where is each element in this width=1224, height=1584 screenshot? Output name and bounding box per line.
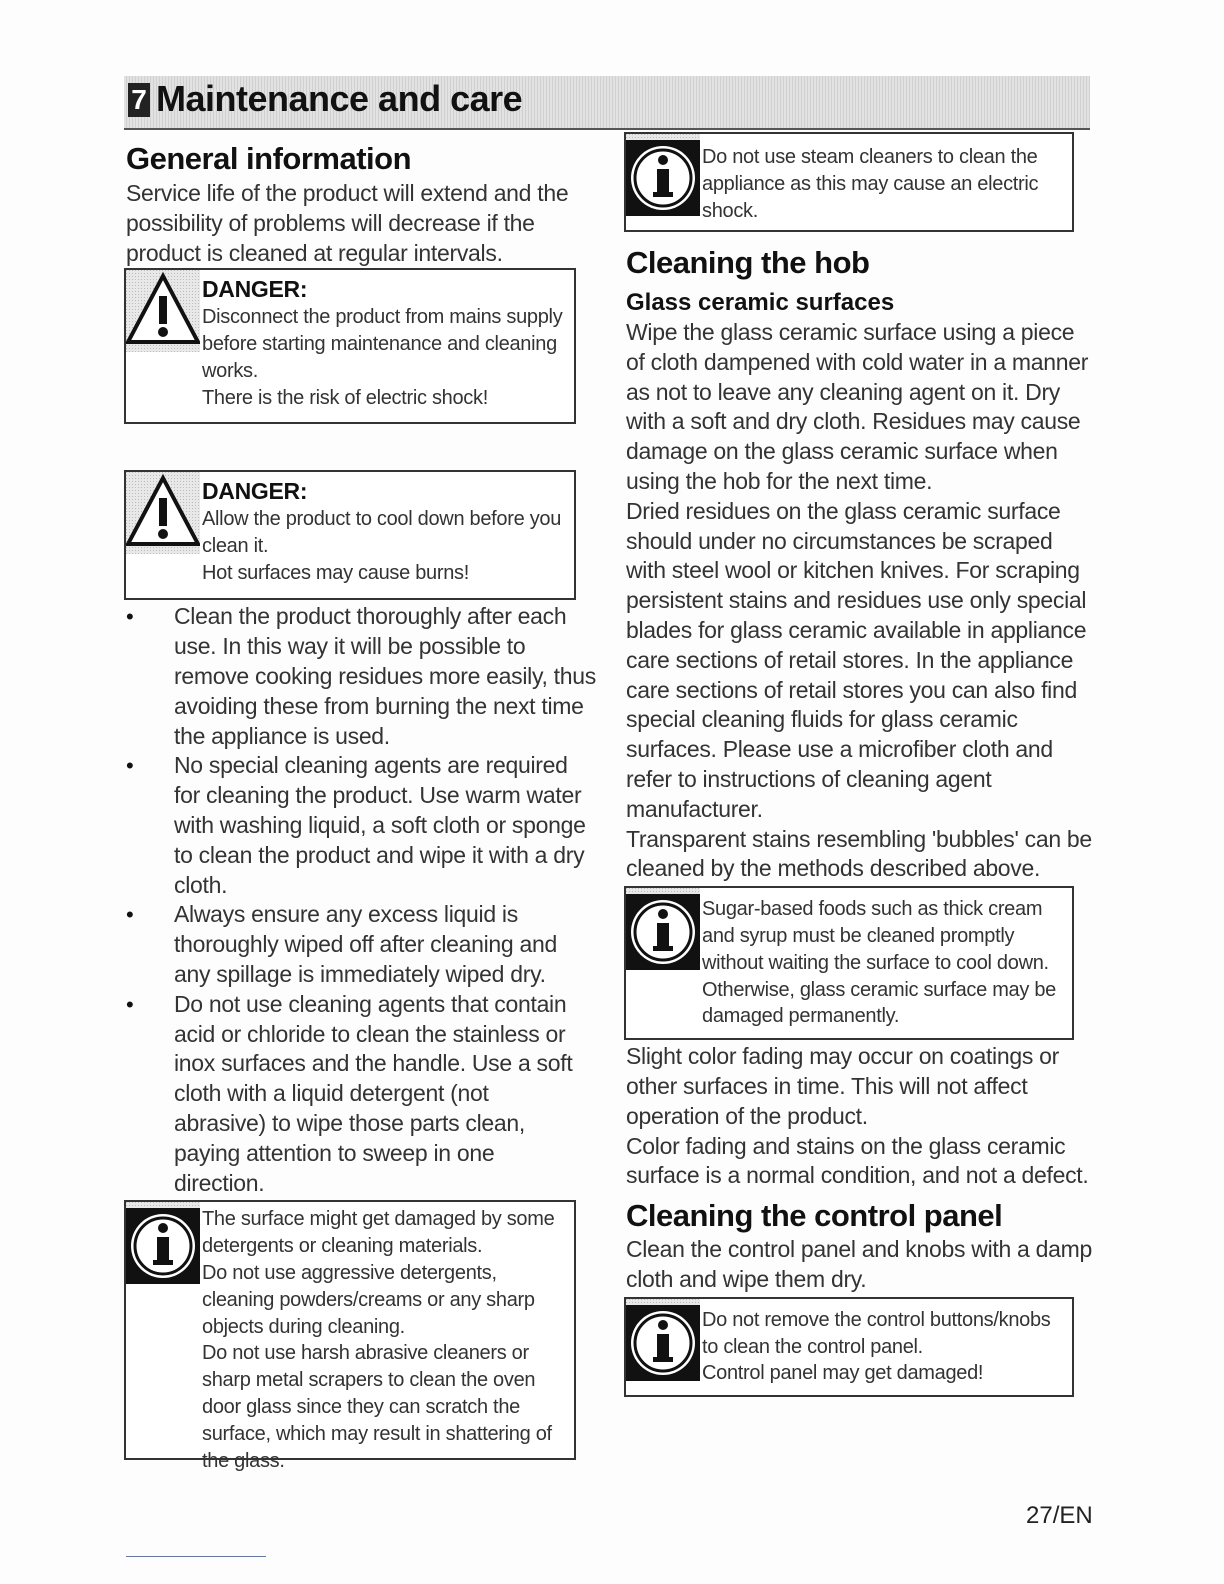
warning-triangle-icon xyxy=(126,270,200,352)
info-line: Do not use aggressive detergents, cleaning powders/creams or any sharp objects during cleaning. xyxy=(202,1261,535,1338)
control-panel-heading: Cleaning the control panel xyxy=(626,1198,1003,1234)
glass-paragraph-3: Transparent stains resembling 'bubbles' can be cleaned by the methods described above. xyxy=(626,825,1092,882)
info-box-control-panel xyxy=(624,1297,1074,1397)
cleaning-bullet-list xyxy=(126,602,596,1198)
glass-ceramic-heading: Glass ceramic surfaces xyxy=(626,289,895,316)
info-line: Control panel may get damaged! xyxy=(702,1362,984,1385)
list-item: • Do not use cleaning agents that contain acid or chloride to clean the stainless or inox surfaces and the handle. Use a soft cloth with a liquid detergent (not abrasive) to wipe those parts clean, paying attention to sweep in one direction. xyxy=(126,990,596,1199)
info-icon xyxy=(626,1299,700,1381)
info-line: The surface might get damaged by some detergents or cleaning materials. xyxy=(202,1208,555,1258)
danger-box-cool-down xyxy=(124,470,576,600)
chapter-title: Maintenance and care xyxy=(156,78,523,119)
info-line: Do not use harsh abrasive cleaners or sharp metal scrapers to clean the oven door glass since they can scratch the surface, which may result in shattering of the glass. xyxy=(202,1342,552,1472)
list-item: • Clean the product thoroughly after each use. In this way it will be possible to remove cooking residues more easily, thus avoiding these from burning the next time the appliance is used. xyxy=(126,602,596,751)
danger-title: DANGER: xyxy=(202,276,308,303)
right-column xyxy=(626,132,1096,1397)
danger-title: DANGER: xyxy=(202,478,308,505)
fading-paragraph-1: Slight color fading may occur on coatings or other surfaces in time. This will not affect operation of the product. xyxy=(626,1043,1059,1129)
page-number: 27/EN xyxy=(1026,1502,1093,1529)
danger-line: Allow the product to cool down before you clean it. xyxy=(202,508,562,558)
danger-line: Hot surfaces may cause burns! xyxy=(202,561,469,584)
warning-triangle-icon xyxy=(126,472,200,554)
info-icon xyxy=(126,1202,200,1284)
chapter-number: 7 xyxy=(128,83,150,117)
glass-paragraph-1: Wipe the glass ceramic surface using a piece of cloth dampened with cold water in a manner as not to leave any cleaning agent on it. Dry with a soft and dry cloth. Residues may cause damage on the glass ceramic surface when using the hob for the next time. xyxy=(626,319,1089,494)
info-icon xyxy=(626,888,700,970)
info-steam-text: Do not use steam cleaners to clean the appliance as this may cause an electric shock. xyxy=(702,146,1039,222)
glass-paragraph-2: Dried residues on the glass ceramic surface should under no circumstances be scraped with steel wool or kitchen knives. For scraping persistent stains and residues use only special blades for glass ceramic available in appliance care sections of retail stores. In the appliance care sections of retail stores you can also find special cleaning fluids for glass ceramic surfaces. Please use a microfiber cloth and refer to instructions of cleaning agent manufacturer. xyxy=(626,497,1087,822)
danger-line: Disconnect the product from mains supply before starting maintenance and cleaning works. xyxy=(202,306,563,382)
info-box-detergents xyxy=(124,1200,576,1472)
footer-line xyxy=(126,1556,266,1557)
danger-box-disconnect xyxy=(124,268,576,424)
info-sugar-text: Sugar-based foods such as thick cream and syrup must be cleaned promptly without waiting the surface to cool down. Otherwise, glass ceramic surface may be damaged permanently. xyxy=(702,898,1056,1028)
cleaning-hob-heading: Cleaning the hob xyxy=(626,245,870,280)
info-box-steam xyxy=(624,132,1074,232)
list-item: • No special cleaning agents are required for cleaning the product. Use warm water with washing liquid, a soft cloth or sponge to clean the product and wipe it with a dry cloth. xyxy=(126,751,596,900)
info-icon xyxy=(626,134,700,216)
left-column xyxy=(126,140,596,1472)
danger-line: There is the risk of electric shock! xyxy=(202,386,488,409)
chapter-header xyxy=(124,76,1090,130)
list-item: • Always ensure any excess liquid is thoroughly wiped off after cleaning and any spillage is immediately wiped dry. xyxy=(126,900,596,989)
info-line: Do not remove the control buttons/knobs to clean the control panel. xyxy=(702,1308,1051,1358)
general-intro: Service life of the product will extend and the possibility of problems will decrease if the product is cleaned at regular intervals. xyxy=(126,180,569,266)
control-panel-paragraph: Clean the control panel and knobs with a damp cloth and wipe them dry. xyxy=(626,1236,1092,1292)
info-box-sugar xyxy=(624,886,1074,1040)
fading-paragraph-2: Color fading and stains on the glass ceramic surface is a normal condition, and not a defect. xyxy=(626,1132,1089,1189)
general-information-heading: General information xyxy=(126,141,412,176)
